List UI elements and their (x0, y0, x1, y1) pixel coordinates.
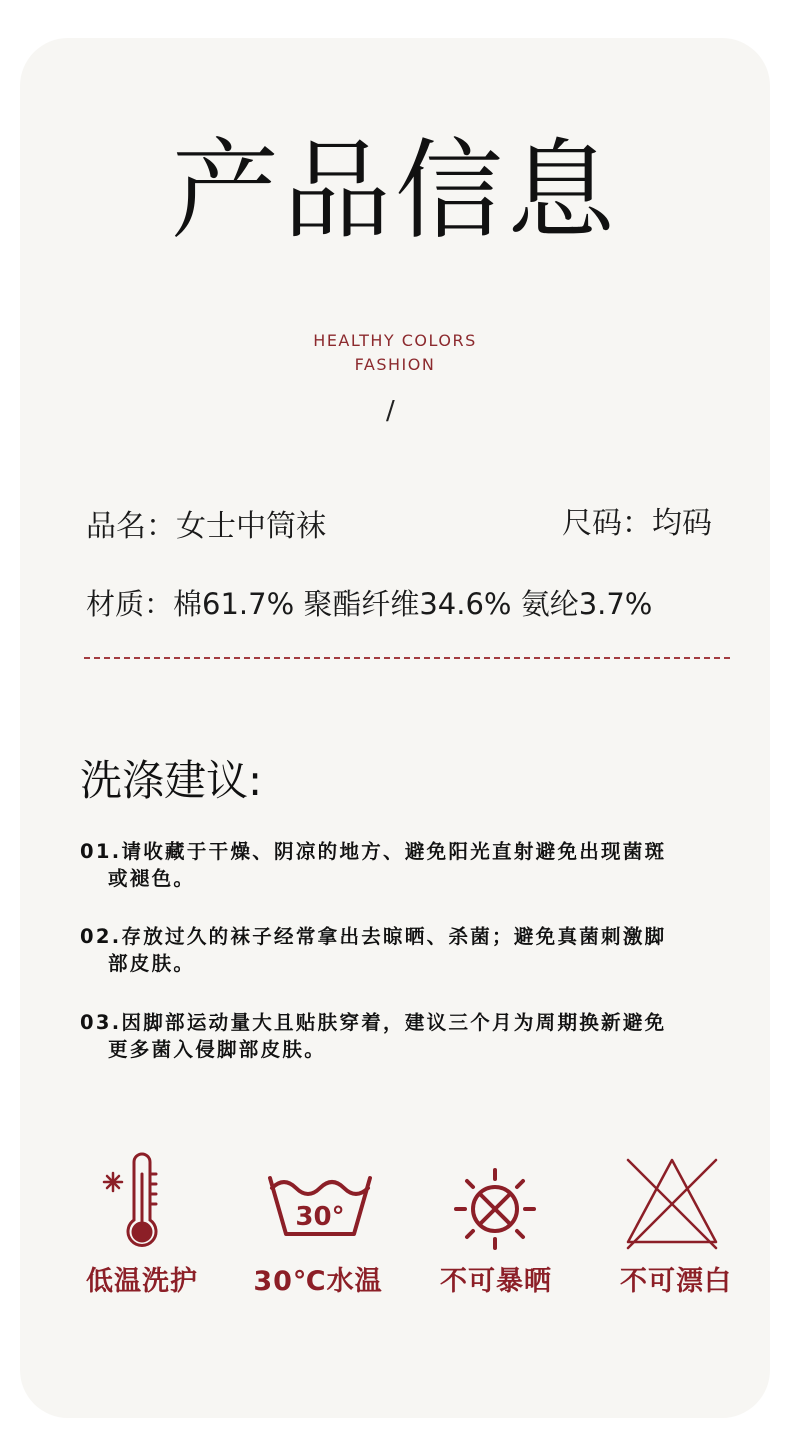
tip-number: 01. (80, 840, 122, 863)
tip-line-1: 因脚部运动量大且贴肤穿着，建议三个月为周期换新避免 (121, 1011, 667, 1034)
tip-line-2: 或褪色。 (108, 867, 196, 890)
care-label-no-sun: 不可暴晒 (440, 1266, 552, 1297)
tip-line-2: 部皮肤。 (108, 952, 196, 975)
tip-number: 02. (80, 925, 122, 948)
wash-tub-30-icon (266, 1168, 374, 1240)
product-name: 品名：女士中筒袜 (86, 509, 326, 544)
tub-temperature-text: 30° (295, 1202, 345, 1232)
care-label-low-temp: 低温洗护 (86, 1266, 198, 1297)
care-label-no-bleach: 不可漂白 (620, 1266, 732, 1297)
dashed-divider (84, 657, 730, 659)
page-title: 产品信息 (170, 129, 619, 254)
tip-line-1: 请收藏于干燥、阴凉的地方、避免阳光直射避免出现菌斑 (121, 840, 667, 863)
subtitle-line-2: FASHION (354, 355, 436, 374)
no-sun-dry-icon (452, 1166, 538, 1252)
care-label-30c: 30℃水温 (253, 1266, 383, 1297)
subtitle-line-1: HEALTHY COLORS (313, 331, 477, 350)
washing-title: 洗涤建议: (80, 756, 263, 805)
no-bleach-icon (624, 1156, 720, 1250)
washing-tip (80, 923, 740, 977)
washing-tip (80, 838, 740, 892)
tip-line-1: 存放过久的袜子经常拿出去晾晒、杀菌；避免真菌刺激脚 (121, 925, 667, 948)
product-material: 材质：棉61.7% 聚酯纤维34.6% 氨纶3.7% (86, 587, 653, 621)
tip-number: 03. (80, 1011, 122, 1034)
washing-tip (80, 1009, 740, 1063)
tip-line-2: 更多菌入侵脚部皮肤。 (108, 1038, 327, 1061)
product-size: 尺码：均码 (562, 506, 712, 541)
separator-slash: / (386, 396, 395, 426)
thermometer-snowflake-icon (96, 1152, 176, 1252)
